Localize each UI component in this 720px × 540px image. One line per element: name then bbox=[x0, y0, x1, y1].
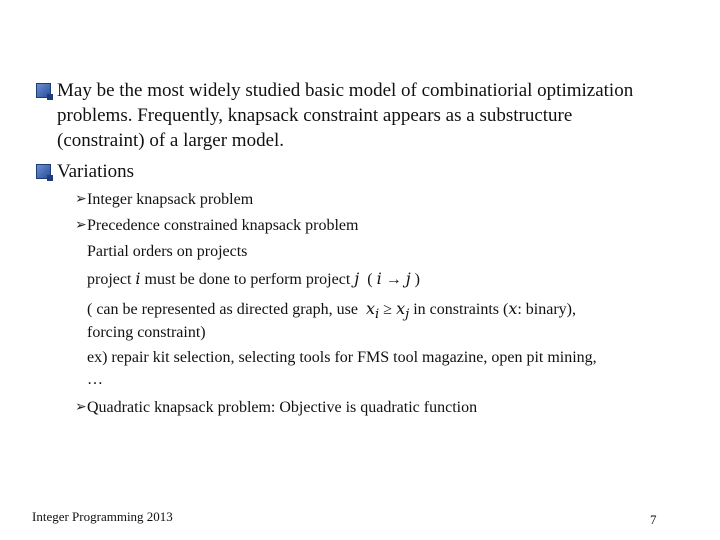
bullet-variations bbox=[36, 159, 676, 184]
ellipsis-line: … bbox=[87, 371, 103, 388]
sub-bullet-text: Quadratic knapsack problem: Objective is quadratic function bbox=[87, 399, 478, 416]
sub-bullet-text: Precedence constrained knapsack problem bbox=[87, 217, 359, 234]
footer-course-title: Integer Programming 2013 bbox=[32, 509, 173, 524]
bullet-line: problems. Frequently, knapsack constraint appears as a substructure bbox=[57, 105, 573, 126]
forcing-constraint-line: forcing constraint) bbox=[87, 324, 206, 341]
bullet-text bbox=[57, 78, 676, 153]
sub-bullet-precedence bbox=[75, 214, 675, 238]
bullet-line: (constraint) of a larger model. bbox=[57, 130, 285, 151]
arrow-bullet-icon: ➢ bbox=[75, 192, 87, 207]
representation-line: ( can be represented as directed graph, use $x_i \ge x_j$ in constraints (x: binary), bbox=[87, 299, 577, 323]
arrow-bullet-icon: ➢ bbox=[75, 400, 87, 415]
partial-orders-line: Partial orders on projects bbox=[87, 243, 248, 260]
bullet-text: Variations bbox=[57, 161, 135, 182]
bullet-knapsack-intro bbox=[36, 78, 676, 153]
example-line: ex) repair kit selection, selecting tools for FMS tool magazine, open pit mining, bbox=[87, 349, 597, 366]
square-bullet-icon bbox=[36, 164, 51, 179]
bullet-line: May be the most widely studied basic model of combinatiorial optimization bbox=[57, 80, 634, 101]
sub-bullet-text: Integer knapsack problem bbox=[87, 191, 254, 208]
arrow-bullet-icon: ➢ bbox=[75, 218, 87, 233]
page-number: 7 bbox=[650, 512, 657, 527]
sub-bullet-quadratic bbox=[75, 396, 675, 420]
project-relation-line: project i must be done to perform project j ( i → j ) bbox=[87, 269, 420, 288]
sub-bullet-integer bbox=[75, 188, 675, 212]
square-bullet-icon bbox=[36, 83, 51, 98]
